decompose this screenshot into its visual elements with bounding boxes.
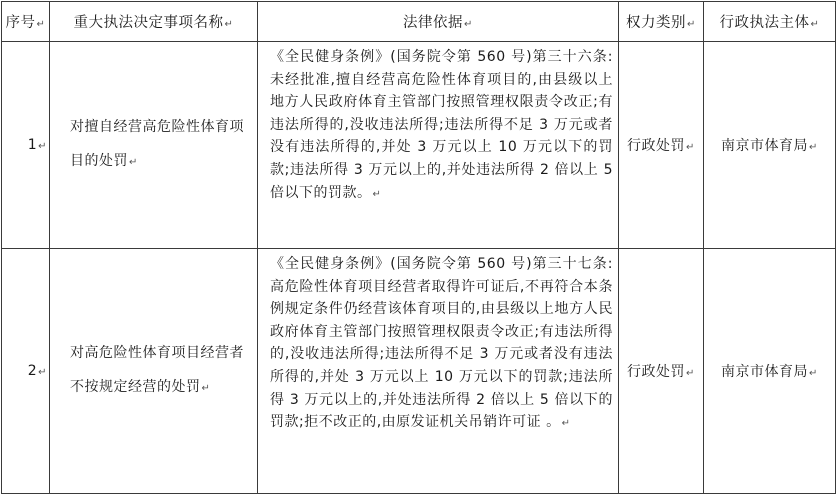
enforcement-body-cell (704, 249, 836, 494)
row-number-cell (2, 249, 50, 494)
legal-basis-cell (258, 42, 619, 249)
header-row (2, 2, 836, 42)
header-name-label: 重大执法决定事项名称 (73, 15, 224, 31)
matter-name-cell (50, 42, 258, 249)
table-row (2, 42, 836, 249)
header-cell-no (2, 2, 50, 42)
legal-basis-text: 《全民健身条例》(国务院令第 560 号)第三十七条:高危险性体育项目经营者取得许可证后,不再符合本条例规定条件仍经营该体育项目的,由县级以上地方人民政府体育主管部门按照管理权限责令改正;有违法所得的,没收违法所得;违法所得不足 3 万元或者没有违法所得的,并处 3 万元以上 10 万元以下的罚款;违法所得 3 万元以上的,并处违法所得 2 倍以上 5 倍以下的罚款;拒不改正的,由原发证机关吊销许可证 。 (270, 256, 613, 431)
paragraph-mark-icon: ↵ (561, 418, 571, 430)
header-cell-basis (258, 2, 619, 42)
row-number: 2 (27, 363, 38, 379)
header-cell-type (619, 2, 704, 42)
paragraph-mark-icon: ↵ (36, 19, 46, 30)
paragraph-mark-icon: ↵ (38, 367, 47, 378)
matter-name-cell (50, 249, 258, 494)
matter-name: 对擅自经营高危险性体育项目的处罚 (70, 119, 244, 169)
paragraph-mark-icon: ↵ (464, 19, 473, 30)
enforcement-table (1, 1, 836, 494)
paragraph-mark-icon: ↵ (372, 188, 382, 200)
paragraph-mark-icon: ↵ (224, 19, 234, 30)
power-type-cell (619, 249, 704, 494)
paragraph-mark-icon: ↵ (809, 368, 818, 379)
matter-name: 对高危险性体育项目经营者不按规定经营的处罚 (70, 345, 244, 395)
header-no-label: 序号 (5, 15, 36, 31)
header-body-label: 行政执法主体 (719, 15, 810, 31)
enforcement-body-cell (704, 42, 836, 249)
header-basis-label: 法律依据 (403, 15, 464, 31)
row-number-cell (2, 42, 50, 249)
table-row (2, 249, 836, 494)
table-body (2, 42, 836, 494)
power-type: 行政处罚 (627, 138, 686, 154)
header-cell-body (704, 2, 836, 42)
paragraph-mark-icon: ↵ (686, 368, 695, 379)
header-type-label: 权力类别 (626, 15, 687, 31)
paragraph-mark-icon: ↵ (810, 19, 820, 30)
legal-basis-text: 《全民健身条例》(国务院令第 560 号)第三十六条:未经批准,擅自经营高危险性体育项目的,由县级以上地方人民政府体育主管部门按照管理权限责令改正;有违法所得的,没收违法所得;违法所得不足 3 万元或者没有违法所得的,并处 3 万元以上 10 万元以下的罚款;违法所得 3 万元以上的,并处违法所得 2 倍以上 5 倍以下的罚款。 (270, 49, 613, 201)
legal-basis-cell (258, 249, 619, 494)
paragraph-mark-icon: ↵ (687, 19, 696, 30)
paragraph-mark-icon: ↵ (686, 142, 695, 153)
enforcement-body: 南京市体育局 (721, 138, 809, 154)
power-type: 行政处罚 (627, 364, 686, 380)
paragraph-mark-icon: ↵ (809, 142, 818, 153)
header-cell-name (50, 2, 258, 42)
row-number: 1 (27, 137, 38, 153)
paragraph-mark-icon: ↵ (201, 383, 211, 394)
enforcement-body: 南京市体育局 (721, 364, 809, 380)
power-type-cell (619, 42, 704, 249)
paragraph-mark-icon: ↵ (38, 141, 47, 152)
table-header (2, 2, 836, 42)
paragraph-mark-icon: ↵ (129, 157, 138, 168)
